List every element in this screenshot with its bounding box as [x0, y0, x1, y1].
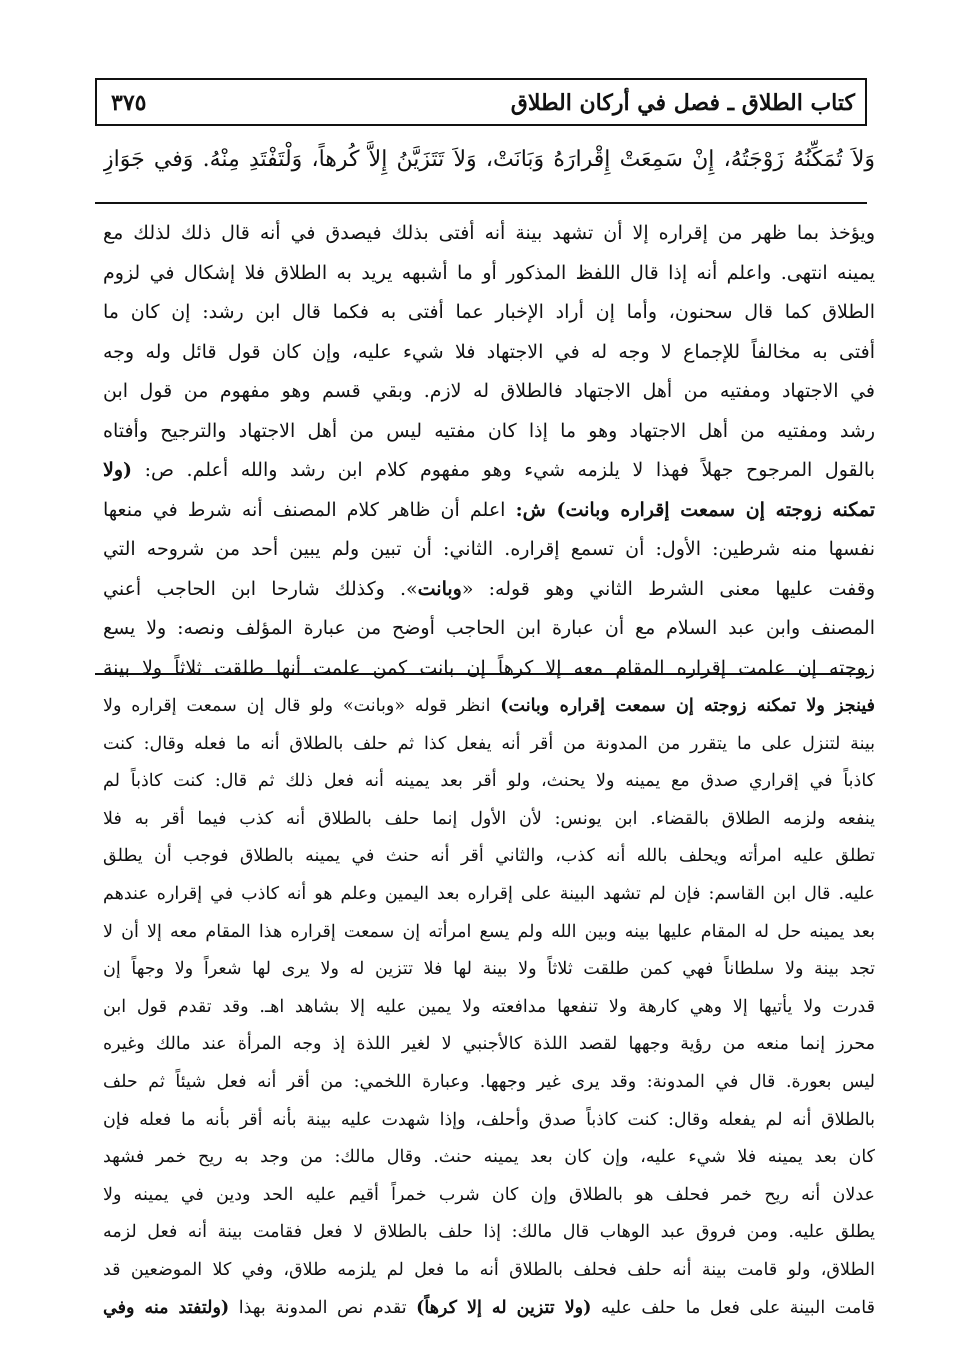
main-text-line: وَلاَ تُمَكِّنُهُ زَوْجَتُهُ، إِنْ سَمِعَتْ إِقْرارَهُ وَبَانَتْ، وَلاَ تَتَزَيَّنُ إِلاَّ كُرهاً، وَلْتَفْتَدِ مِنْهُ. وَفي جَوَازِ [103, 147, 875, 172]
commentary-line: أفتى به مخالفاً للإجماع لا وجه له في الاجتهاد فلا شيء عليه، وإن كان قول قائل وله وجه [103, 340, 875, 363]
footnote-line: عليه. قال ابن القاسم: فإن لم تشهد البينة على إقراره بعد اليمين وعلم هو أنه كاذب في إقراره عندهم [103, 883, 875, 904]
quoted-matn: وبانت [417, 577, 462, 600]
commentary-line: زوجته إن علمت إقراره المقام معه إلا كرهاً إن بانت كمن علمت أنها طلقت ثلاثاً ولا بينة [103, 656, 875, 679]
footnote-line: قامت البينة على فعل ما حلف عليه (ولا تتزين له إلا كرهاً) تقدم نص المدونة بهذا (ولتفتد منه وفي [103, 1297, 875, 1318]
quoted-matn: تمكنه زوجته إن سمعت إقراره وبانت) ش: [515, 498, 875, 521]
commentary-line: رشد ومفتيه من أهل الاجتهاد وهو ما إذا كان مفتيه ليس من أهل الاجتهاد والترجيح وأفتاه [103, 419, 875, 442]
footnote-line: بينة لتنزل على ما يتقرر من المدونة من أقر أنه يفعل كذا ثم حلف بالطلاق أنه ما فعله وقال: كنت [103, 733, 875, 754]
book-page [95, 78, 875, 1340]
footnote-block [103, 688, 875, 1327]
running-header [95, 78, 867, 126]
page-number: ٣٧٥ [111, 90, 147, 116]
footnote-line: تجد بينة ولا سلطاناً فهي كمن طلقت ثلاثاً ولا بينة لها فلا تتزين له ولا يرى لها شعراً ولا وجهاً إن [103, 959, 875, 980]
footnote-line: تطلق عليه امرأته ويحلف بالله أنه كذب، والثاني أقر أنه حنث في يمينه بالطلاق فوجب أن يطلق [103, 846, 875, 867]
quoted-matn: (ولا [103, 459, 133, 481]
footnote-line: كان بعد يمينه فلا شيء عليه، وإن كان بعد يمينه حنث. وقال مالك: من وجد به ريح خمر فشهد [103, 1147, 875, 1168]
footnote-line: يطلق عليه. ومن فروق عبد الوهاب قال مالك: إذا حلف بالطلاق لا فعل فقامت بينة أنه فعل لزمه [103, 1222, 875, 1243]
commentary-line: وقفت عليها معنى الشرط الثاني وهو قوله: «وبانت». وكذلك شارحا ابن الحاجب أعني [103, 577, 875, 600]
quoted-matn: (ولا تتزين له إلا كرهاً) [416, 1297, 592, 1318]
commentary-line: الطلاق كما قال سحنون، وأما إن أراد الإخبار عما أفتى به فكما قال ابن رشد: إن كان ما [103, 301, 875, 323]
quoted-matn: فينجز ولا تمكنه زوجته إن سمعت إقراره وبانت) [500, 696, 875, 716]
footnote-line: ليس بعورة. قال في المدونة: وقد يرى غير وجهها. وعبارة اللخمي: من أقر أنه فعل شيئاً ثم حلف [103, 1071, 875, 1092]
commentary-line: في الاجتهاد ومفتيه من أهل الاجتهاد فالطلاق له لازم. وبقي قسم وهو مفهوم من قول ابن [103, 380, 875, 402]
footnote-line: عدلان أنه ريح خمر فحلف هو بالطلاق وإن كان شرب خمراً أقيم عليه الحد ودين في يمينه ولا [103, 1184, 875, 1205]
commentary-line: ويؤخذ بما ظهر من إقراره إلا أن تشهد بينة أنه أفتى بذلك فيصدق في أنه قال ذلك لذلك مع [103, 222, 875, 244]
commentary-line: المصنف وابن عبد السلام مع أن عبارة ابن الحاجب أوضح من عبارة المؤلف ونصه: ولا يسع [103, 617, 875, 639]
commentary-line: يمينه انتهى. واعلم أنه إذا قال اللفظ المذكور أو ما أشبهه يريد به الطلاق فلا إشكال في لزوم [103, 261, 875, 284]
running-title: كتاب الطلاق ـ فصل في أركان الطلاق [510, 90, 855, 116]
commentary-line: تمكنه زوجته إن سمعت إقراره وبانت) ش: اعلم أن ظاهر كلام المصنف أنه شرط في منعها [103, 498, 875, 521]
commentary-line: نفسها منه شرطين: الأول: أن تسمع إقراره. الثاني: أن تبين ولم يبين أحد من شروحه التي [103, 538, 875, 560]
footnote-line: كاذباً في إقراري صدق مع يمينه ولا يحنث، ولو أقر بعد يمينه أنه فعل ذلك ثم قال: كنت كاذباً لم [103, 771, 875, 792]
footnote-line: قدرت ولا يأتيها إلا وهي كارهة ولا تنفعها مدافعته ولا يمين عليه إلا بشاهد اهـ. وقد تقدم قول ابن [103, 996, 875, 1017]
quoted-matn: (ولتفتد منه وفي [103, 1297, 230, 1318]
commentary-block [103, 214, 875, 688]
footnote-line: بالطلاق أنه لم يفعله وقال: كنت كاذباً صدق وأحلف، وإذا شهدت عليه بينة بأنه أقر بأنه ما فعله فإن [103, 1109, 875, 1130]
divider-rule [95, 202, 867, 204]
divider-rule [95, 673, 867, 675]
commentary-line: بالقول المرجوح جهلاً فهذا لا يلزمه شيء وهو مفهوم كلام ابن رشد والله أعلم. ص: (ولا [103, 459, 875, 481]
footnote-line: محرز إنما منعه من رؤية وجهها لقصد اللذة كالأجنبي لا لغير اللذة إذ وجه المرأة عند مالك وغيره [103, 1034, 875, 1055]
footnote-line: فينجز ولا تمكنه زوجته إن سمعت إقراره وبانت) انظر قوله «وبانت» ولو قال إن سمعت إقراره ولا [103, 696, 875, 716]
footnote-line: ينفعه ولزمه الطلاق بالقضاء. ابن يونس: لأن الأول إنما حلف بالطلاق أنه كذب فيما أقر به فلا [103, 808, 875, 829]
footnote-line: الطلاق، ولو قامت بينة أنه حلف فحلف بالطلاق أنه ما فعل لم يلزمه طلاق، وفي كلا الموضعين قد [103, 1259, 875, 1280]
footnote-line: بعد يمينه حل له المقام عليها بينه وبين الله ولم يسع امرأته إن سمعت إقراره هذا المقام معه إلا أن لا [103, 921, 875, 942]
